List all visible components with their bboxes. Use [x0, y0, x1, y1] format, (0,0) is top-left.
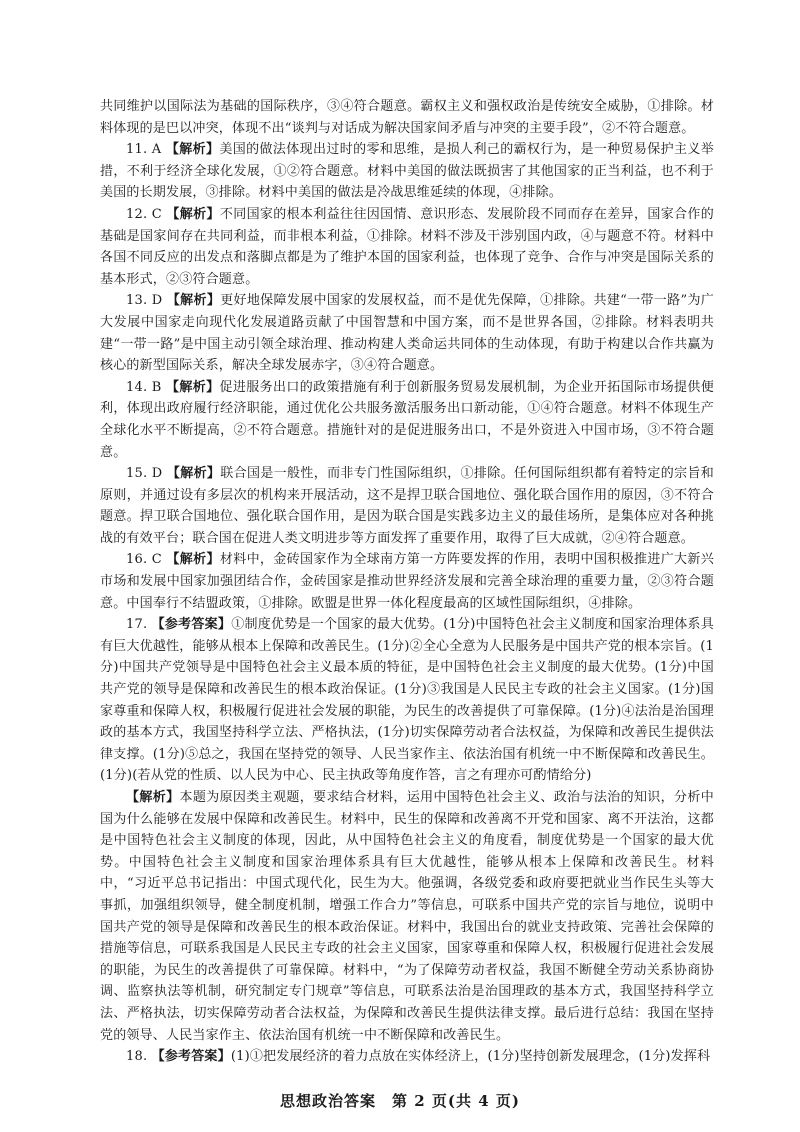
- answer-paragraph: [100, 204, 714, 290]
- answer-paragraph: [100, 96, 714, 139]
- answer-paragraph: [100, 1046, 714, 1068]
- question-number: 14. B: [126, 379, 162, 395]
- section-label: 【解析】: [166, 379, 220, 395]
- section-label: 【参考答案】: [151, 617, 232, 633]
- answer-paragraph: [100, 463, 714, 549]
- answer-paragraph: [100, 377, 714, 463]
- paragraph-text: ①制度优势是一个国家的最大优势。(1分)中国特色社会主义制度和国家治理体系具有巨大优越性，能够从根本上保障和改善民生。(1分)②全心全意为人民服务是中国共产党的根本宗旨。(1分)中国共产党领导是中国特色社会主义最本质的特征，是中国特色社会主义制度的最大优势。(1分)中国共产党的领导是保障和改善民生的根本政治保证。(1分)③我国是人民民主专政的社会主义国家。(1分)国家尊重和保障人权，积极履行促进社会发展的职能，为民生的改善提供了可靠保障。(1分)④法治是治国理政的基本方式，我国坚持科学立法、严格执法，(1分)切实保障劳动者合法权益，为保障和改善民生提供法律支撑。(1分)⑤总之，我国在坚持党的领导、人民当家作主、依法治国有机统一中不断保障和改善民生。(1分)(若从党的性质、以人民为中心、民主执政等角度作答，言之有理亦可酌情给分): [100, 617, 715, 784]
- answer-content: [100, 96, 714, 1068]
- section-label: 【解析】: [166, 206, 220, 222]
- paragraph-text: 共同维护以国际法为基础的国际秩序，③④符合题意。霸权主义和强权政治是传统安全威胁，①排除。材料体现的是巴以冲突，体现不出“谈判与对话成为解决国家间矛盾与冲突的主要手段”，②不符合题意。: [100, 99, 714, 136]
- paragraph-text: 材料中，金砖国家作为全球南方第一方阵要发挥的作用，表明中国积极推进广大新兴市场和发展中国家加强团结合作，金砖国家是推动世界经济发展和完善全球治理的重要力量，②③符合题意。中国奉行不结盟政策，①排除。欧盟是世界一体化程度最高的区域性国际组织，④排除。: [100, 552, 714, 611]
- question-number: 11. A: [126, 142, 162, 158]
- question-number: 16. C: [126, 552, 162, 568]
- answer-paragraph: [100, 549, 714, 614]
- paragraph-text: 联合国是一般性，而非专门性国际组织，①排除。任何国际组织都有着特定的宗旨和原则，并通过设有多层次的机构来开展活动，这不是捍卫联合国地位、强化联合国作用的原因，③不符合题意。捍卫联合国地位、强化联合国作用，是因为联合国是实践多边主义的最佳场所，是集体应对各种挑战的有效平台；联合国在促进人类文明进步等方面发挥了重要作用，取得了巨大成就，②④符合题意。: [100, 466, 714, 546]
- paragraph-text: 更好地保障发展中国家的发展权益，而不是优先保障，①排除。共建“一带一路”为广大发展中国家走向现代化发展道路贡献了中国智慧和中国方案，而不是世界各国，②排除。材料表明共建“一带一路”是中国主动引领全球治理、推动构建人类命运共同体的生动体现，有助于构建以合作共赢为核心的新型国际关系，解决全球发展赤字，③④符合题意。: [100, 293, 714, 374]
- section-label: 【解析】: [166, 552, 220, 568]
- section-label: 【解析】: [166, 293, 221, 309]
- paragraph-text: (1)①把发展经济的着力点放在实体经济上，(1分)坚持创新发展理念，(1分)发挥科: [230, 1049, 711, 1065]
- answer-paragraph: [100, 614, 714, 787]
- paragraph-text: 美国的做法体现出过时的零和思维，是损人利己的霸权行为，是一种贸易保护主义举措，不利于经济全球化发展，①②符合题意。材料中美国的做法既损害了其他国家的正当利益，也不利于美国的长期发展，③排除。材料中美国的做法是冷战思维延续的体现，④排除。: [100, 142, 714, 201]
- answer-paragraph: [100, 290, 714, 376]
- answer-paragraph: [100, 139, 714, 204]
- question-number: 17.: [126, 617, 148, 633]
- paragraph-text: 本题为原因类主观题，要求结合材料，运用中国特色社会主义、政治与法治的知识，分析中国为什么能够在发展中保障和改善民生。材料中，民生的保障和改善离不开党和国家、离不开法治，这都是中国特色社会主义制度的体现，因此，从中国特色社会主义的角度看，制度优势是一个国家的最大优势。中国特色社会主义制度和国家治理体系具有巨大优越性，能够从根本上保障和改善民生。材料中，“习近平总书记指出：中国式现代化，民生为大。他强调，各级党委和政府要把就业当作民生头等大事抓，加强组织领导，健全制度机制，增强工作合力”等信息，可联系中国共产党的宗旨与地位，说明中国共产党的领导是保障和改善民生的根本政治保证。材料中，我国出台的就业支持政策、完善社会保障的措施等信息，可联系我国是人民民主专政的社会主义国家，国家尊重和保障人权，积极履行促进社会发展的职能，为民生的改善提供了可靠保障。材料中，“为了保障劳动者权益，我国不断健全劳动关系协商协调、监察执法等机制，研究制定专门规章”等信息，可联系法治是治国理政的基本方式，我国坚持科学立法、严格执法，切实保障劳动者合法权益，为保障和改善民生提供法律支撑。最后进行总结：我国在坚持党的领导、人民当家作主、依法治国有机统一中不断保障和改善民生。: [100, 790, 714, 1043]
- section-label: 【解析】: [126, 790, 180, 805]
- question-number: 18.: [126, 1049, 148, 1065]
- section-label: 【参考答案】: [151, 1049, 231, 1065]
- paragraph-text: 不同国家的根本利益往往因国情、意识形态、发展阶段不同而存在差异，国家合作的基础是国家间存在共同利益，而非根本利益，①排除。材料不涉及干涉别国内政，④与题意不符。材料中各国不同反应的出发点和落脚点都是为了维护本国的国家利益，也体现了竞争、合作与冲突是国际关系的基本形式，②③符合题意。: [100, 206, 714, 287]
- question-number: 12. C: [126, 206, 162, 222]
- question-number: 13. D: [126, 293, 163, 309]
- section-label: 【解析】: [165, 142, 220, 158]
- question-number: 15. D: [126, 466, 163, 482]
- paragraph-text: 促进服务出口的政策措施有利于创新服务贸易发展机制，为企业开拓国际市场提供便利，体现出政府履行经济职能，通过优化公共服务激活服务出口新动能，①④符合题意。材料不体现生产全球化水平不断提高，②不符合题意。措施针对的是促进服务出口，不是外资进入中国市场，③不符合题意。: [100, 379, 714, 460]
- section-label: 【解析】: [166, 466, 221, 482]
- answer-paragraph: [100, 787, 714, 1046]
- page-footer: 思想政治答案 第 2 页(共 4 页): [280, 1092, 520, 1110]
